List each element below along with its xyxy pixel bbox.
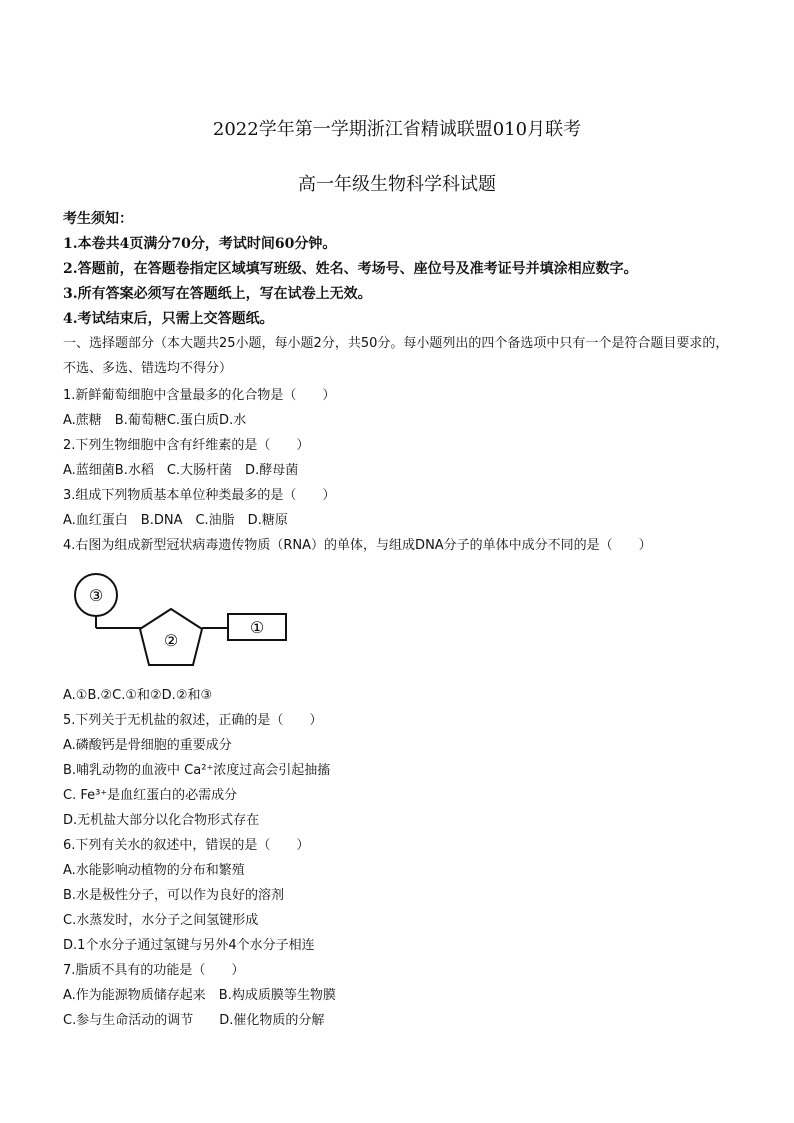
notice-item: 2.答题前，在答题卷指定区域填写班级、姓名、考场号、座位号及准考证号并填涂相应数字。	[63, 261, 638, 277]
question-option: C.参与生命活动的调节 D.催化物质的分解	[63, 1013, 325, 1028]
phosphate-label: ③	[88, 586, 104, 605]
notice-item: 1.本卷共4页满分70分，考试时间60分钟。	[63, 236, 337, 252]
question-options: A.血红蛋白 B.DNA C.油脂 D.糖原	[63, 513, 288, 528]
notice-item: 4.考试结束后，只需上交答题纸。	[63, 311, 274, 327]
question-options: A.①B.②C.①和②D.②和③	[63, 688, 213, 703]
question-option: C.水蒸发时，水分子之间氢键形成	[63, 913, 259, 928]
question-option: B.水是极性分子，可以作为良好的溶剂	[63, 888, 285, 903]
question-options: A.蔗糖 B.葡萄糖C.蛋白质D.水	[63, 413, 247, 428]
question-stem: 5.下列关于无机盐的叙述，正确的是（ ）	[63, 713, 323, 728]
question-option: C. Fe³⁺是血红蛋白的必需成分	[63, 788, 238, 803]
question-stem: 6.下列有关水的叙述中，错误的是（ ）	[63, 838, 310, 853]
question-stem: 3.组成下列物质基本单位种类最多的是（ ）	[63, 488, 336, 503]
exam-title: 2022学年第一学期浙江省精诚联盟010月联考	[212, 119, 582, 140]
nucleotide-diagram	[60, 568, 300, 680]
question-stem: 7.脂质不具有的功能是（ ）	[63, 963, 245, 978]
question-stem: 1.新鲜葡萄细胞中含量最多的化合物是（ ）	[63, 388, 336, 403]
exam-subtitle: 高一年级生物科学科试题	[298, 174, 496, 195]
question-option: A.水能影响动植物的分布和繁殖	[63, 863, 245, 878]
question-stem: 2.下列生物细胞中含有纤维素的是（ ）	[63, 438, 310, 453]
question-options: A.蓝细菌B.水稻 C.大肠杆菌 D.酵母菌	[63, 463, 299, 478]
section-intro: 一、选择题部分（本大题共25小题，每小题2分，共50分。每小题列出的四个备选项中只有一个是符合题目要求的，不选、多选、错选均不得分）	[63, 336, 729, 376]
question-option: D.无机盐大部分以化合物形式存在	[63, 813, 260, 828]
question-option: A.磷酸钙是骨细胞的重要成分	[63, 738, 232, 753]
sugar-label: ②	[163, 631, 179, 650]
question-stem: 4.右图为组成新型冠状病毒遗传物质（RNA）的单体，与组成DNA分子的单体中成分不同的是（ ）	[63, 538, 652, 553]
notice-item: 3.所有答案必须写在答题纸上，写在试卷上无效。	[63, 286, 372, 302]
base-label: ①	[249, 618, 265, 637]
question-option: B.哺乳动物的血液中 Ca²⁺浓度过高会引起抽搐	[63, 763, 331, 778]
question-option: A.作为能源物质储存起来 B.构成质膜等生物膜	[63, 988, 336, 1003]
question-option: D.1个水分子通过氢键与另外4个水分子相连	[63, 938, 315, 953]
notice-heading: 考生须知：	[63, 211, 133, 227]
